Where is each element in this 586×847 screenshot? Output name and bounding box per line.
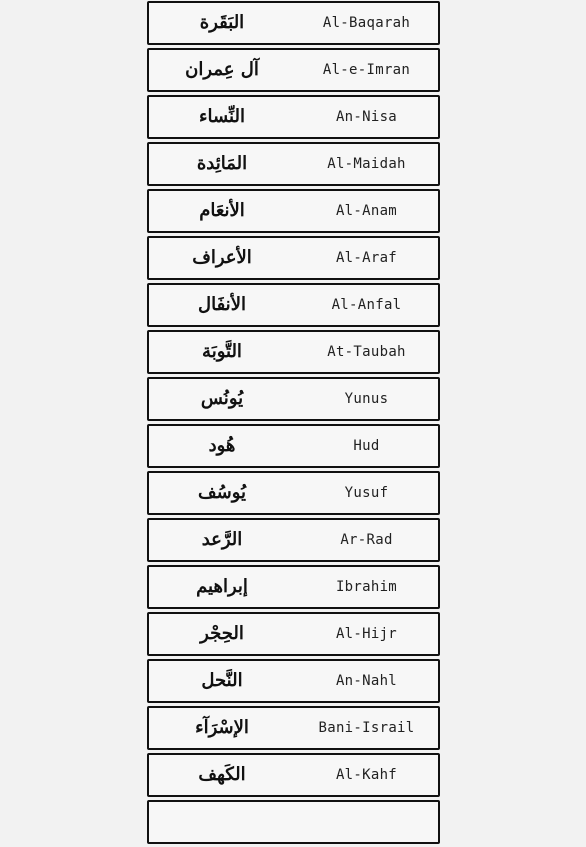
surah-list [147,1,440,847]
surah-row-al-kahf[interactable] [147,753,440,797]
surah-arabic-name: النَّحل [201,670,243,691]
surah-row-bani-israil[interactable] [147,706,440,750]
surah-arabic-name: آل عِمران [185,59,259,80]
surah-arabic-name: هُود [208,435,236,456]
surah-row-al-anfal[interactable] [147,283,440,327]
surah-row-al-araf[interactable] [147,236,440,280]
surah-english-name: Yusuf [344,485,389,501]
surah-english-name: Al-Anam [335,203,398,219]
surah-row-an-nahl[interactable] [147,659,440,703]
surah-arabic-name: الأنعَام [199,200,245,221]
surah-row-al-anam[interactable] [147,189,440,233]
surah-english-name: Al-e-Imran [322,62,411,78]
surah-row-al-e-imran[interactable] [147,48,440,92]
surah-english-name: Bani-Israil [318,720,415,736]
surah-arabic-name: الإسْرَآء [195,717,249,738]
surah-arabic-name: إبراهيم [196,576,248,597]
surah-row-ar-rad[interactable] [147,518,440,562]
surah-english-name: Ar-Rad [340,532,393,548]
surah-english-name: Al-Araf [335,250,398,266]
surah-english-name: Ibrahim [335,579,398,595]
surah-english-name: At-Taubah [327,344,406,360]
surah-english-name: Al-Maidah [327,156,406,172]
surah-row-yunus[interactable] [147,377,440,421]
surah-row-al-hijr[interactable] [147,612,440,656]
surah-english-name: Al-Hijr [335,626,398,642]
surah-row-hud[interactable] [147,424,440,468]
surah-english-name: An-Nisa [335,109,398,125]
surah-arabic-name: يُوسُف [197,482,247,503]
surah-english-name: Al-Anfal [331,297,402,313]
surah-row-yusuf[interactable] [147,471,440,515]
surah-row-at-taubah[interactable] [147,330,440,374]
surah-row-al-baqarah[interactable] [147,1,440,45]
surah-row-al-maidah[interactable] [147,142,440,186]
surah-arabic-name: البَقَرة [199,12,245,33]
surah-arabic-name: يُونُس [200,388,244,409]
surah-row-ibrahim[interactable] [147,565,440,609]
surah-arabic-name: المَائِدة [196,153,248,174]
surah-arabic-name: النِّساء [199,106,245,127]
surah-arabic-name: الحِجْر [200,623,244,644]
surah-row-partial[interactable] [147,800,440,844]
surah-english-name: Al-Kahf [335,767,398,783]
surah-english-name: Al-Baqarah [322,15,411,31]
surah-english-name: An-Nahl [335,673,398,689]
surah-english-name: Hud [353,438,380,454]
surah-arabic-name: الرَّعد [201,529,243,550]
surah-arabic-name: الأعراف [192,247,252,268]
surah-row-an-nisa[interactable] [147,95,440,139]
surah-arabic-name: الأنفَال [198,294,246,315]
surah-arabic-name: الكَهف [198,764,246,785]
surah-english-name: Yunus [344,391,389,407]
surah-arabic-name: التَّوبَة [202,341,242,362]
